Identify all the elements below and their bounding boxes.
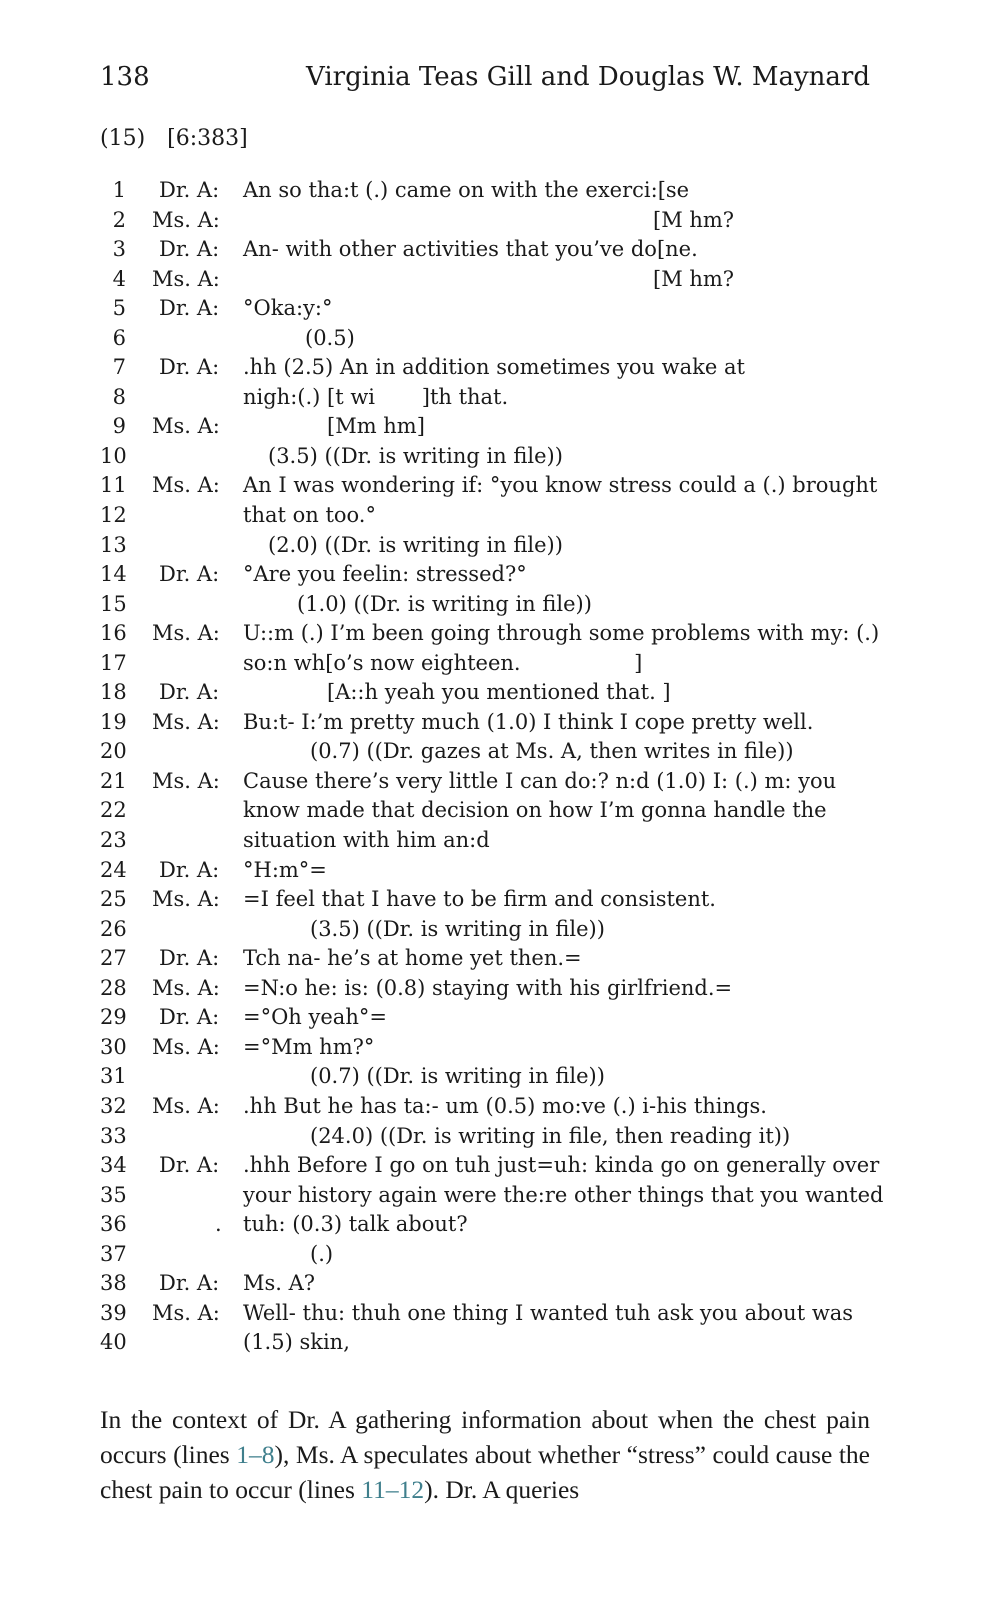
transcript-line <box>100 826 880 856</box>
page-number: 138 <box>100 62 150 92</box>
line-number: 37 <box>100 1241 127 1266</box>
transcript-line <box>100 324 880 354</box>
transcript-line <box>100 235 880 265</box>
speaker: Ms. A: <box>152 207 220 232</box>
speaker: Dr. A: <box>159 680 220 705</box>
transcript-line <box>100 678 880 708</box>
transcript-line <box>100 590 880 620</box>
transcript-line <box>100 531 880 561</box>
line-number: 19 <box>100 709 127 734</box>
line-number: 39 <box>100 1300 127 1325</box>
line-number: 14 <box>100 562 127 587</box>
transcript-line <box>100 649 880 679</box>
line-number: 12 <box>100 503 127 528</box>
transcript-line <box>100 294 880 324</box>
line-number: 16 <box>100 621 127 646</box>
line-number: 31 <box>100 1064 127 1089</box>
transcript-line <box>100 885 880 915</box>
utterance: (0.7) ((Dr. is writing in file)) <box>310 1064 605 1089</box>
line-number: 2 <box>112 207 126 232</box>
transcript-line <box>100 383 880 413</box>
example-label <box>100 126 270 151</box>
utterance: tuh: (0.3) talk about? <box>243 1212 468 1237</box>
line-number: 35 <box>100 1182 127 1207</box>
line-number: 7 <box>112 355 126 380</box>
utterance: An I was wondering if: °you know stress could a (.) brought <box>243 473 878 498</box>
utterance: (24.0) ((Dr. is writing in file, then reading it)) <box>310 1123 791 1148</box>
line-number: 27 <box>100 946 127 971</box>
transcript-line <box>100 442 880 472</box>
line-number: 4 <box>112 266 126 291</box>
line-number: 28 <box>100 975 127 1000</box>
transcript-line <box>100 915 880 945</box>
speaker: Ms. A: <box>152 473 220 498</box>
utterance: Well- thu: thuh one thing I wanted tuh ask you about was <box>243 1300 854 1325</box>
transcript-line <box>100 856 880 886</box>
speaker: Ms. A: <box>152 414 220 439</box>
line-number: 33 <box>100 1123 127 1148</box>
page-header <box>100 62 870 102</box>
utterance: °Oka:y:° <box>243 296 333 321</box>
line-number: 38 <box>100 1271 127 1296</box>
line-number: 18 <box>100 680 127 705</box>
transcript-line <box>100 206 880 236</box>
line-reference-link[interactable]: 1–8 <box>236 1439 275 1469</box>
transcript-line <box>100 412 880 442</box>
transcript-line <box>100 1122 880 1152</box>
utterance: situation with him an:d <box>243 828 490 853</box>
utterance: (1.0) ((Dr. is writing in file)) <box>297 591 592 616</box>
transcript-line <box>100 353 880 383</box>
speaker: Ms. A: <box>152 266 220 291</box>
utterance: U::m (.) I’m been going through some problems with my: (.) <box>243 621 880 646</box>
transcript-line <box>100 265 880 295</box>
speaker: Dr. A: <box>159 296 220 321</box>
utterance: [A::h yeah you mentioned that. ] <box>327 680 671 705</box>
transcript-line <box>100 767 880 797</box>
body-text-part: ), Ms. A speculates about whether “stress” could cause the chest pain to occur (lines <box>100 1439 870 1504</box>
speaker: Dr. A: <box>159 857 220 882</box>
speaker: Dr. A: <box>159 355 220 380</box>
speaker: Dr. A: <box>159 1271 220 1296</box>
speaker: Dr. A: <box>159 1153 220 1178</box>
line-number: 34 <box>100 1153 127 1178</box>
speaker: Dr. A: <box>159 178 220 202</box>
utterance: your history again were the:re other things that you wanted <box>243 1182 884 1207</box>
speaker: Dr. A: <box>159 1005 220 1030</box>
transcript-line <box>100 1240 880 1270</box>
utterance: know made that decision on how I’m gonna handle the <box>243 798 827 823</box>
line-number: 3 <box>112 237 126 262</box>
transcript-line <box>100 1210 880 1240</box>
speaker: Dr. A: <box>159 946 220 971</box>
utterance: (3.5) ((Dr. is writing in file)) <box>268 443 563 468</box>
line-number: 8 <box>112 384 126 409</box>
transcript-line <box>100 471 880 501</box>
line-number: 1 <box>112 178 126 202</box>
utterance: [M hm? <box>653 266 735 291</box>
utterance: nigh:(.) [t wi ]th that. <box>243 384 509 409</box>
utterance: (3.5) ((Dr. is writing in file)) <box>310 916 605 941</box>
utterance: that on too.° <box>243 503 376 528</box>
utterance: (1.5) skin, <box>243 1330 350 1355</box>
running-head: Virginia Teas Gill and Douglas W. Maynard <box>306 62 870 92</box>
utterance: Ms. A? <box>243 1271 316 1296</box>
transcript-line <box>100 1151 880 1181</box>
line-number: 24 <box>100 857 127 882</box>
utterance: [Mm hm] <box>327 414 425 439</box>
line-number: 26 <box>100 916 127 941</box>
utterance: (.) <box>310 1241 334 1266</box>
utterance: °H:m°= <box>243 857 327 882</box>
utterance: [M hm? <box>653 207 735 232</box>
utterance: An so tha:t (.) came on with the exerci:[se <box>243 178 690 202</box>
transcript-line <box>100 176 880 206</box>
speaker: Ms. A: <box>152 709 220 734</box>
line-number: 17 <box>100 650 127 675</box>
speaker: Ms. A: <box>152 768 220 793</box>
line-number: 6 <box>112 325 126 350</box>
transcript-line <box>100 708 880 738</box>
transcript-line <box>100 501 880 531</box>
transcript-line <box>100 1181 884 1211</box>
line-number: 13 <box>100 532 127 557</box>
transcript-line <box>100 1328 880 1358</box>
utterance: =°Mm hm?° <box>243 1034 375 1059</box>
transcript-line <box>100 1092 880 1122</box>
utterance: Bu:t- I:’m pretty much (1.0) I think I cope pretty well. <box>243 709 814 734</box>
line-number: 22 <box>100 798 127 823</box>
body-text-part: In the context of Dr. A gathering information about when the chest pain occurs (lines <box>100 1404 870 1469</box>
line-number: 20 <box>100 739 127 764</box>
line-number: 25 <box>100 887 127 912</box>
utterance: (0.5) <box>305 325 355 350</box>
transcript-line <box>100 737 880 767</box>
body-paragraph <box>100 1402 870 1507</box>
utterance: Tch na- he’s at home yet then.= <box>243 946 582 971</box>
transcript-line <box>100 1062 880 1092</box>
utterance: (0.7) ((Dr. gazes at Ms. A, then writes in file)) <box>310 739 794 764</box>
transcript-line <box>100 619 880 649</box>
line-number: 23 <box>100 828 127 853</box>
utterance: .hhh Before I go on tuh just=uh: kinda go on generally over <box>243 1153 880 1178</box>
speaker: Ms. A: <box>152 1034 220 1059</box>
transcript-line <box>100 796 880 826</box>
transcript-line <box>100 1033 880 1063</box>
line-number: 5 <box>112 296 126 321</box>
transcript-line <box>100 1299 880 1329</box>
utterance: so:n wh[o’s now eighteen. ] <box>243 650 643 675</box>
transcript-line <box>100 560 880 590</box>
speaker: . <box>215 1212 222 1237</box>
transcript-line <box>100 1003 880 1033</box>
line-number: 10 <box>100 443 127 468</box>
speaker: Dr. A: <box>159 562 220 587</box>
speaker: Ms. A: <box>152 887 220 912</box>
body-text-part: ). Dr. A queries <box>424 1474 580 1504</box>
line-number: 11 <box>100 473 127 498</box>
transcript-line <box>100 1269 880 1299</box>
utterance: (2.0) ((Dr. is writing in file)) <box>268 532 563 557</box>
line-number: 9 <box>112 414 126 439</box>
speaker: Ms. A: <box>152 1093 220 1118</box>
example-number: (15) <box>100 126 146 151</box>
utterance: Cause there’s very little I can do:? n:d (1.0) I: (.) m: you <box>243 768 837 793</box>
line-number: 32 <box>100 1093 127 1118</box>
speaker: Ms. A: <box>152 621 220 646</box>
transcript <box>100 176 884 1358</box>
speaker: Ms. A: <box>152 975 220 1000</box>
utterance: =I feel that I have to be firm and consistent. <box>243 887 716 912</box>
example-source: [6:383] <box>167 126 248 151</box>
utterance: .hh (2.5) An in addition sometimes you wake at <box>243 355 745 380</box>
utterance: =°Oh yeah°= <box>243 1005 387 1030</box>
utterance: .hh But he has ta:- um (0.5) mo:ve (.) i-his things. <box>243 1093 767 1118</box>
transcript-line <box>100 974 880 1004</box>
line-number: 36 <box>100 1212 127 1237</box>
line-number: 30 <box>100 1034 127 1059</box>
speaker: Ms. A: <box>152 1300 220 1325</box>
speaker: Dr. A: <box>159 237 220 262</box>
utterance: °Are you feelin: stressed?° <box>243 562 527 587</box>
line-reference-link[interactable]: 11–12 <box>361 1474 425 1504</box>
line-number: 40 <box>100 1330 127 1355</box>
transcript-line <box>100 944 880 974</box>
line-number: 29 <box>100 1005 127 1030</box>
utterance: =N:o he: is: (0.8) staying with his girlfriend.= <box>243 975 733 1000</box>
utterance: An- with other activities that you’ve do[ne. <box>243 237 698 262</box>
line-number: 21 <box>100 768 127 793</box>
line-number: 15 <box>100 591 127 616</box>
